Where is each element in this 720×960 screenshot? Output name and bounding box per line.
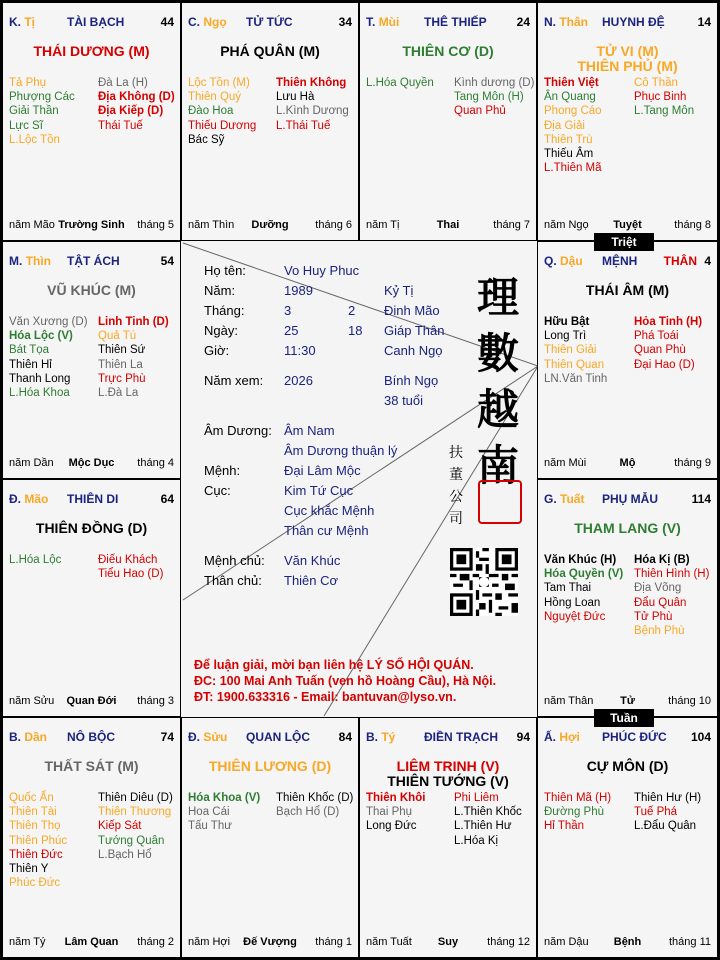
view-year-can: Bính Ngọ xyxy=(384,373,439,388)
palace-year: năm Ngọ xyxy=(544,219,589,231)
day-can: Giáp Thân xyxy=(384,323,445,338)
triet-tag: Triệt xyxy=(594,233,654,251)
main-star: VŨ KHÚC (M) xyxy=(47,282,136,298)
minor-stars-left xyxy=(366,791,425,834)
palace-branch: T. Mùi xyxy=(366,15,400,29)
life-stage: Mộc Dục xyxy=(68,457,115,469)
minor-star: Quốc Ấn xyxy=(9,792,54,804)
month-label: Tháng: xyxy=(204,303,245,318)
palace-footer xyxy=(544,457,711,471)
menhchu-label: Mệnh chủ: xyxy=(204,553,265,568)
minor-stars-right xyxy=(276,76,349,133)
palace-header xyxy=(188,15,352,31)
minor-star: Thiên Không xyxy=(276,77,347,89)
minor-star: Thiên Diêu (D) xyxy=(98,792,173,804)
minor-star: Thiên Mã (H) xyxy=(544,792,612,804)
minor-stars-right xyxy=(454,76,534,119)
minor-star: Tuế Phá xyxy=(634,806,678,819)
main-star: THIÊN ĐỒNG (D) xyxy=(35,520,148,536)
palace-header xyxy=(9,15,174,31)
palace-number: 24 xyxy=(516,15,530,29)
amduong-note: Âm Dương thuận lý xyxy=(284,443,398,458)
minor-stars-right xyxy=(634,315,702,372)
minor-stars-left xyxy=(366,76,434,90)
small-script xyxy=(448,442,464,530)
month-value: 3 xyxy=(284,303,292,318)
minor-star: Hữu Bật xyxy=(544,316,590,328)
minor-star: Tam Thai xyxy=(544,582,592,595)
palace-number: 4 xyxy=(704,254,711,268)
name-label: Họ tên: xyxy=(204,263,246,278)
main-star: THẤT SÁT (M) xyxy=(44,758,139,774)
hour-can: Canh Ngọ xyxy=(384,343,443,358)
minor-star: Quan Phủ xyxy=(454,105,506,118)
minor-star: Kình dương (D) xyxy=(454,77,535,89)
minor-stars-left xyxy=(188,791,260,834)
palace-footer xyxy=(544,936,711,950)
minor-star: Long Đức xyxy=(366,820,417,833)
palace-month: tháng 4 xyxy=(137,457,174,469)
palace-title: PHÚC ĐỨC xyxy=(602,730,667,744)
minor-star: Thiên Hình (H) xyxy=(634,568,710,581)
palace-month: tháng 11 xyxy=(668,936,711,948)
palace-month: tháng 9 xyxy=(674,457,711,469)
menh-label: Mệnh: xyxy=(204,463,241,478)
main-star: LIÊM TRINH (V) xyxy=(396,758,500,774)
palace-title: TỬ TỨC xyxy=(246,15,293,29)
minor-stars-right xyxy=(98,315,169,400)
minor-star: Thiên La xyxy=(98,358,143,371)
thanchu-value: Thiên Cơ xyxy=(284,573,339,588)
palace-title: QUAN LỘC xyxy=(246,730,310,744)
day-label: Ngày: xyxy=(204,323,238,338)
minor-star: Hỏa Tinh (H) xyxy=(634,316,703,328)
palace-year: năm Sửu xyxy=(9,695,55,707)
small-script-char: 董 xyxy=(449,467,463,483)
palace-month: tháng 10 xyxy=(668,695,711,707)
palace-branch: Đ. Sửu xyxy=(188,730,228,744)
minor-star: Nguyệt Đức xyxy=(544,610,606,623)
minor-star: Quan Phù xyxy=(634,344,686,357)
life-stage: Mộ xyxy=(619,457,636,469)
palace-header xyxy=(9,730,174,746)
minor-star: Thiên Đức xyxy=(9,848,63,861)
palace-year: năm Thân xyxy=(544,695,594,707)
palace-title: THIÊN DI xyxy=(67,492,119,506)
minor-stars-left xyxy=(9,791,67,890)
palace-number: 44 xyxy=(160,15,174,29)
palace-year: năm Dậu xyxy=(544,936,589,948)
minor-star: Địa Kiếp (D) xyxy=(98,105,164,118)
minor-star: L.Hóa Quyền xyxy=(366,77,434,89)
palace-number: 14 xyxy=(697,15,711,29)
minor-star: Trực Phù xyxy=(98,372,146,385)
minor-star: Thiên Hỉ xyxy=(9,358,52,371)
minor-star: Hóa Quyền (V) xyxy=(544,568,624,581)
minor-star: L.Thiên Khốc xyxy=(454,806,522,819)
main-star: THIÊN TƯỚNG (V) xyxy=(387,773,509,789)
life-stage: Tử xyxy=(620,695,635,707)
palace-footer xyxy=(366,219,530,233)
minor-stars-right xyxy=(98,553,163,581)
palace-mao[interactable] xyxy=(2,479,181,717)
minor-star: Đào Hoa xyxy=(188,105,234,118)
minor-stars-left xyxy=(9,553,61,567)
palace-year: năm Hợi xyxy=(188,936,231,948)
than-cu-note: Thân cư Mệnh xyxy=(284,523,369,538)
month-can: Đinh Mão xyxy=(384,303,440,318)
palace-header xyxy=(9,254,174,270)
minor-star: Tiểu Hao (D) xyxy=(98,568,164,581)
minor-star: Phong Cáo xyxy=(544,105,602,118)
palace-tuat[interactable] xyxy=(537,479,718,717)
minor-star: Thiên Thọ xyxy=(9,820,61,833)
palace-year: năm Mùi xyxy=(544,457,587,469)
calligraphy-char: 理 xyxy=(476,273,519,322)
palace-number: 34 xyxy=(338,15,352,29)
minor-star: L.Thiên Hư xyxy=(454,820,512,833)
month-lunar: 2 xyxy=(348,303,356,318)
minor-star: Thiên Thương xyxy=(98,806,172,819)
minor-star: Bệnh Phù xyxy=(634,625,685,638)
minor-star: Đại Hao (D) xyxy=(634,358,695,371)
palace-title: PHỤ MẪU xyxy=(602,492,658,506)
calligraphy-char: 數 xyxy=(476,329,519,378)
year-value: 1989 xyxy=(284,283,313,298)
palace-footer xyxy=(188,219,352,233)
main-star: PHÁ QUÂN (M) xyxy=(220,43,320,59)
palace-than[interactable] xyxy=(537,2,718,241)
minor-star: Ân Quang xyxy=(544,91,596,104)
palace-ty[interactable] xyxy=(359,717,537,958)
palace-month: tháng 3 xyxy=(137,695,174,707)
palace-title: TÀI BẠCH xyxy=(67,15,125,29)
main-star: THIÊN PHỦ (M) xyxy=(577,58,678,74)
life-stage: Tuyệt xyxy=(613,219,642,231)
age-value: 38 tuổi xyxy=(384,393,424,408)
palace-branch: B. Dần xyxy=(9,730,48,744)
palace-year: năm Tý xyxy=(9,936,46,948)
minor-star: Thiên Việt xyxy=(544,77,599,89)
minor-star: Điếu Khách xyxy=(98,554,158,566)
palace-branch: Q. Dậu xyxy=(544,254,583,268)
minor-star: L.Tang Môn xyxy=(634,105,695,118)
year-can: Kỷ Tị xyxy=(384,283,414,298)
minor-stars-left xyxy=(544,76,602,175)
palace-footer xyxy=(188,936,352,950)
minor-stars-right xyxy=(634,76,694,119)
minor-star: Bạch Hổ (D) xyxy=(276,806,340,819)
palace-branch: Ấ. Hợi xyxy=(544,730,580,744)
hour-label: Giờ: xyxy=(204,343,230,358)
minor-stars-right xyxy=(276,791,353,819)
minor-star: Tướng Quân xyxy=(98,834,165,847)
minor-star: Cô Thần xyxy=(634,77,678,89)
minor-star: Đà La (H) xyxy=(98,77,148,89)
minor-star: Hồng Loan xyxy=(544,596,601,609)
minor-star: Thiên Giải xyxy=(544,344,597,357)
palace-dau[interactable] xyxy=(537,241,718,479)
palace-header xyxy=(366,15,530,31)
thanchu-label: Thân chủ: xyxy=(204,573,262,588)
minor-stars-right xyxy=(634,553,709,638)
main-star: THAM LANG (V) xyxy=(574,520,681,536)
palace-number: 94 xyxy=(516,730,530,744)
minor-star: Phượng Các xyxy=(9,91,75,104)
minor-star: Văn Xương (D) xyxy=(9,316,88,328)
life-stage: Bệnh xyxy=(613,936,642,948)
life-stage: Trường Sinh xyxy=(58,219,125,231)
palace-ngo[interactable] xyxy=(181,2,359,241)
life-stage: Lâm Quan xyxy=(64,936,119,948)
palace-footer xyxy=(9,219,174,233)
minor-star: L.Hóa Khoa xyxy=(9,387,70,400)
palace-footer xyxy=(366,936,530,950)
minor-star: Lực Sĩ xyxy=(9,119,43,132)
palace-number: 84 xyxy=(338,730,352,744)
calligraphy-char: 南 xyxy=(476,441,519,490)
palace-number: 114 xyxy=(691,492,711,506)
minor-star: Quả Tú xyxy=(98,330,137,343)
minor-star: Thanh Long xyxy=(9,372,71,385)
minor-star: Hóa Lộc (V) xyxy=(9,330,73,343)
minor-stars-left xyxy=(9,76,75,147)
menhchu-value: Văn Khúc xyxy=(284,553,341,568)
minor-star: Thiếu Âm xyxy=(544,148,594,161)
palace-header xyxy=(544,730,711,746)
main-star: THIÊN CƠ (D) xyxy=(402,43,494,59)
main-star: THIÊN LƯƠNG (D) xyxy=(208,758,332,774)
minor-stars-left xyxy=(544,791,611,834)
calligraphy-char: 越 xyxy=(476,385,519,434)
minor-star: Thiếu Dương xyxy=(188,119,257,132)
minor-star: Lưu Hà xyxy=(276,91,315,104)
view-year-label: Năm xem: xyxy=(204,373,264,388)
menh-value: Đại Lâm Mộc xyxy=(284,463,361,478)
palace-month: tháng 5 xyxy=(137,219,174,231)
minor-star: Thiên Trù xyxy=(544,133,593,146)
palace-number: 64 xyxy=(160,492,174,506)
palace-branch: Đ. Mão xyxy=(9,492,49,506)
minor-stars-left xyxy=(188,76,256,147)
palace-header xyxy=(188,730,352,746)
minor-star: Thiên Sứ xyxy=(98,344,146,357)
small-script-char: 司 xyxy=(449,511,463,527)
palace-branch: M. Thìn xyxy=(9,254,52,268)
minor-star: Bác Sỹ xyxy=(188,133,225,146)
minor-star: L.Hóa Kị xyxy=(454,834,499,847)
minor-star: LN.Văn Tinh xyxy=(544,372,608,385)
qr-code[interactable] xyxy=(450,548,518,616)
palace-suu[interactable] xyxy=(181,717,359,958)
minor-star: Địa Võng xyxy=(634,582,682,595)
palace-number: 74 xyxy=(160,730,174,744)
minor-stars-right xyxy=(634,791,701,834)
minor-star: L.Hóa Lộc xyxy=(9,554,62,566)
palace-month: tháng 1 xyxy=(315,936,352,948)
main-star: CỰ MÔN (D) xyxy=(586,758,669,774)
minor-stars-left xyxy=(544,553,623,624)
palace-title: MỆNH xyxy=(602,254,638,268)
palace-header xyxy=(544,492,711,508)
palace-header xyxy=(544,15,711,31)
minor-star: Thiên Y xyxy=(9,863,49,876)
palace-branch: C. Ngọ xyxy=(188,15,227,29)
minor-star: Hỉ Thần xyxy=(544,820,585,833)
cuc-label: Cục: xyxy=(204,483,231,498)
view-year-value: 2026 xyxy=(284,373,313,388)
calligraphy-logo xyxy=(468,270,528,494)
palace-month: tháng 6 xyxy=(315,219,352,231)
minor-star: Giải Thần xyxy=(9,105,59,118)
minor-star: Văn Khúc (H) xyxy=(544,554,617,566)
minor-star: Địa Giải xyxy=(544,119,585,132)
life-stage: Thai xyxy=(436,219,460,231)
minor-star: Địa Không (D) xyxy=(98,91,175,104)
minor-star: L.Lộc Tồn xyxy=(9,133,60,146)
palace-ti[interactable] xyxy=(2,2,181,241)
palace-number: 104 xyxy=(690,730,711,744)
minor-star: L.Kình Dương xyxy=(276,105,349,118)
palace-footer xyxy=(9,936,174,950)
minor-star: Phi Liêm xyxy=(454,792,499,804)
life-stage: Suy xyxy=(437,936,459,948)
palace-thin[interactable] xyxy=(2,241,181,479)
minor-star: Thiên Quý xyxy=(188,91,242,104)
minor-star: Thiên Khôi xyxy=(366,792,426,804)
palace-hoi[interactable] xyxy=(537,717,718,958)
red-seal xyxy=(478,480,522,524)
small-script-char: 公 xyxy=(449,489,463,505)
name-value: Vo Huy Phuc xyxy=(284,263,360,278)
minor-star: Đường Phù xyxy=(544,806,604,819)
minor-stars-left xyxy=(544,315,607,386)
minor-star: Lộc Tồn (M) xyxy=(188,77,250,89)
palace-header xyxy=(366,730,530,746)
minor-star: Tấu Thư xyxy=(188,820,232,833)
minor-star: Thiên Quan xyxy=(544,358,605,371)
minor-star: Thiên Hư (H) xyxy=(634,792,702,804)
life-stage: Đế Vượng xyxy=(243,936,297,948)
minor-star: L.Bạch Hổ xyxy=(98,848,152,861)
palace-year: năm Thìn xyxy=(188,219,235,231)
minor-star: Thiên Phúc xyxy=(9,834,68,847)
palace-year: năm Dần xyxy=(9,457,54,469)
minor-stars-right xyxy=(98,791,173,862)
main-star: THÁI ÂM (M) xyxy=(585,282,670,298)
minor-star: Phá Toái xyxy=(634,330,679,343)
palace-header xyxy=(9,492,174,508)
palace-year: năm Tị xyxy=(366,219,400,231)
palace-title: THÊ THIẾP xyxy=(424,15,487,29)
palace-footer xyxy=(9,457,174,471)
palace-dan[interactable] xyxy=(2,717,181,958)
palace-year: năm Mão xyxy=(9,219,55,231)
minor-star: Đẩu Quân xyxy=(634,596,687,609)
minor-star: Phục Binh xyxy=(634,91,687,104)
minor-star: Thiên Khốc (D) xyxy=(276,792,354,804)
minor-star: Long Trì xyxy=(544,330,587,343)
palace-title: HUYNH ĐỆ xyxy=(602,15,665,29)
palace-year: năm Tuất xyxy=(366,936,412,948)
year-label: Năm: xyxy=(204,283,236,298)
main-star: THÁI DƯƠNG (M) xyxy=(33,43,150,59)
minor-star: Kiếp Sát xyxy=(98,820,142,833)
minor-star: Thiên Tài xyxy=(9,806,57,819)
minor-star: Hóa Khoa (V) xyxy=(188,792,261,804)
minor-stars-right xyxy=(454,791,522,848)
minor-star: Linh Tinh (D) xyxy=(98,316,169,328)
minor-star: Bát Tọa xyxy=(9,344,50,357)
contact-line-2: ĐC: 100 Mai Anh Tuấn (ven hồ Hoàng Cầu), Hà Nội. xyxy=(194,674,497,688)
minor-star: Hóa Kị (B) xyxy=(634,554,690,566)
minor-star: Tử Phù xyxy=(634,610,673,623)
contact-line-3: ĐT: 1900.633316 - Email: bantuvan@lyso.vn. xyxy=(194,690,457,704)
palace-footer xyxy=(544,695,711,709)
minor-star: Thái Tuế xyxy=(98,119,143,132)
amduong-value: Âm Nam xyxy=(284,423,335,438)
minor-stars-left xyxy=(9,315,88,400)
than-marker: THÂN xyxy=(663,254,697,268)
main-star: TỬ VI (M) xyxy=(596,43,659,59)
palace-branch: B. Tý xyxy=(366,730,396,744)
palace-header xyxy=(544,254,711,270)
palace-branch: K. Tị xyxy=(9,15,36,29)
cuc-note: Cục khắc Mệnh xyxy=(284,503,375,518)
tuan-tag: Tuần xyxy=(594,709,654,727)
minor-star: Tang Môn (H) xyxy=(454,91,524,104)
minor-star: L.Thái Tuế xyxy=(276,119,331,132)
minor-star: Phúc Đức xyxy=(9,877,61,890)
hour-value: 11:30 xyxy=(284,343,316,358)
small-script-char: 扶 xyxy=(449,445,463,461)
day-lunar: 18 xyxy=(348,323,363,338)
palace-branch: N. Thân xyxy=(544,15,589,29)
palace-month: tháng 7 xyxy=(493,219,530,231)
minor-star: Thai Phụ xyxy=(366,806,413,819)
palace-branch: G. Tuất xyxy=(544,492,585,506)
day-value: 25 xyxy=(284,323,299,338)
palace-title: NÔ BỘC xyxy=(67,730,115,744)
life-stage: Dưỡng xyxy=(251,219,289,231)
palace-number: 54 xyxy=(160,254,174,268)
cuc-value: Kim Tứ Cục xyxy=(284,483,354,498)
palace-footer xyxy=(544,219,711,233)
palace-month: tháng 8 xyxy=(674,219,711,231)
palace-title: TẬT ÁCH xyxy=(67,254,120,268)
minor-star: L.Thiên Mã xyxy=(544,162,602,175)
minor-stars-right xyxy=(98,76,175,133)
amduong-label: Âm Dương: xyxy=(204,423,272,438)
minor-star: L.Đà La xyxy=(98,387,139,400)
palace-month: tháng 12 xyxy=(487,936,530,948)
minor-star: Tả Phụ xyxy=(9,77,47,89)
palace-mui[interactable] xyxy=(359,2,537,241)
minor-star: Hoa Cái xyxy=(188,806,230,819)
minor-star: L.Đẩu Quân xyxy=(634,820,697,833)
life-stage: Quan Đới xyxy=(66,695,117,707)
palace-month: tháng 2 xyxy=(137,936,174,948)
contact-line-1: Để luận giải, mời bạn liên hệ LÝ SỐ HỘI QUÁN. xyxy=(194,658,474,672)
palace-footer xyxy=(9,695,174,709)
palace-title: ĐIỀN TRẠCH xyxy=(424,730,498,744)
